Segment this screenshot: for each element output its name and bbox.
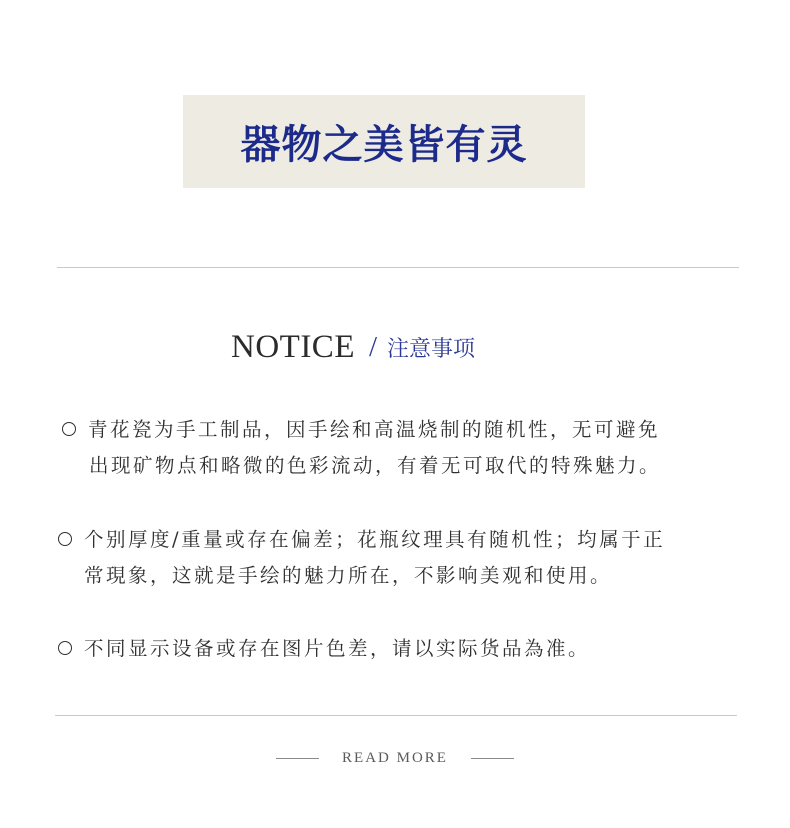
read-more-label[interactable]: READ MORE (342, 749, 448, 766)
circle-bullet-icon (58, 532, 72, 546)
bottom-divider (55, 715, 737, 716)
notice-item-line: 不同显示设备或存在图片色差，请以实际货品為准。 (84, 637, 591, 660)
title-banner (183, 95, 585, 188)
read-more-left-line (276, 758, 319, 759)
read-more-link[interactable] (276, 748, 514, 768)
notice-label-cn: 注意事项 (387, 336, 476, 362)
notice-separator: / (368, 330, 378, 363)
page-title: 器物之美皆有灵 (240, 122, 528, 168)
notice-item-line: 常現象，这就是手绘的魅力所在，不影响美观和使用。 (84, 564, 613, 587)
circle-bullet-icon (62, 422, 76, 436)
top-divider (57, 267, 739, 268)
notice-label-en: NOTICE (231, 328, 355, 365)
circle-bullet-icon (58, 641, 72, 655)
notice-heading (231, 327, 475, 367)
read-more-right-line (471, 758, 514, 759)
notice-item-line: 出现矿物点和略微的色彩流动，有着无可取代的特殊魅力。 (89, 454, 662, 477)
notice-item-line: 青花瓷为手工制品，因手绘和高温烧制的随机性，无可避免 (88, 418, 661, 441)
notice-item-line: 个别厚度/重量或存在偏差；花瓶纹理具有随机性；均属于正 (84, 528, 666, 551)
notice-item (58, 631, 590, 667)
notice-item (58, 522, 665, 594)
notice-item (62, 412, 661, 484)
